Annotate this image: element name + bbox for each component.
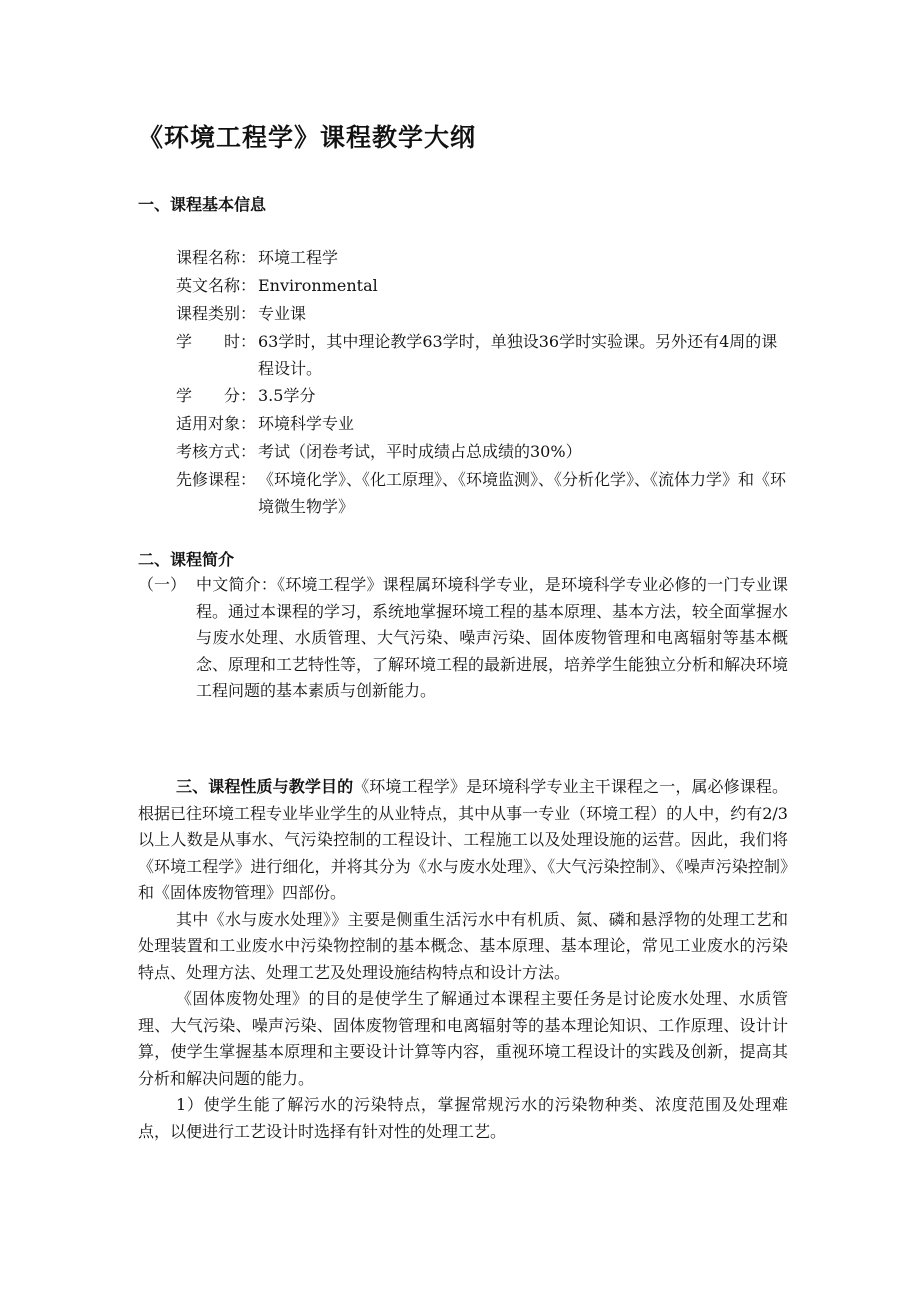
paragraph: 《固体废物处理》的目的是使学生了解通过本课程主要任务是讨论废水处理、水质管理、大气污染、噪声污染、固体废物管理和电离辐射等的基本理论知识、工作原理、设计计算，使学生掌握基本原理和主要设计计算等内容，重视环境工程设计的实践及创新，提高其分析和解决问题的能力。 [138, 989, 788, 1088]
info-label: 适用对象： [176, 414, 257, 433]
info-row-assessment [176, 438, 796, 466]
document-title: 《环境工程学》课程教学大纲 [138, 123, 477, 152]
info-label: 学 时： [176, 332, 257, 351]
course-info-list [176, 244, 796, 520]
info-label: 课程名称： [176, 248, 257, 267]
info-row-audience [176, 410, 796, 438]
info-label: 先修课程： [176, 470, 257, 489]
paragraph: 1）使学生能了解污水的污染特点，掌握常规污水的污染物种类、浓度范围及处理难点，以便进行工艺设计时选择有针对性的处理工艺。 [138, 1095, 788, 1141]
info-value: 环境工程学 [258, 248, 339, 267]
info-value: 考试（闭卷考试，平时成绩占总成绩的30%） [258, 442, 582, 461]
info-row-english-name [176, 272, 796, 300]
info-value: 专业课 [258, 304, 307, 323]
info-row-category [176, 300, 796, 328]
section-heading-basic-info: 一、课程基本信息 [138, 195, 267, 214]
info-label: 课程类别： [176, 304, 257, 323]
info-value: 《环境化学》、《化工原理》、《环境监测》、《分析化学》、《流体力学》和《环境微生物学》 [258, 470, 787, 516]
info-label: 英文名称： [176, 276, 257, 295]
info-value: Environmental [258, 276, 378, 295]
intro-paragraph: 中文简介：《环境工程学》课程属环境科学专业，是环境科学专业必修的一门专业课程。通过本课程的学习，系统地掌握环境工程的基本原理、基本方法，较全面掌握水与废水处理、水质管理、大气污染、噪声污染、固体废物管理和电离辐射等基本概念、原理和工艺特性等，了解环境工程的最新进展，培养学生能独立分析和解决环境工程问题的基本素质与创新能力。 [196, 575, 789, 700]
info-value: 3.5学分 [258, 386, 316, 405]
paragraph-text: 《环境工程学》是环境科学专业主干课程之一，属必修课程。根据已往环境工程专业毕业学生的从业特点，其中从事一专业（环境工程）的人中，约有2/3以上人数是从事水、气污染控制的工程设计、工程施工以及处理设施的运营。因此，我们将《环境工程学》进行细化，并将其分为《水与废水处理》、《大气污染控制》、《噪声污染控制》和《固体废物管理》四部份。 [138, 777, 788, 902]
info-row-credits [176, 382, 796, 410]
info-row-hours [176, 328, 796, 382]
course-intro [138, 572, 788, 705]
info-row-course-name [176, 244, 796, 272]
info-value: 环境科学专业 [258, 414, 355, 433]
section-heading-intro: 二、课程简介 [138, 550, 235, 569]
intro-tag: （一） [138, 575, 187, 594]
section-heading-nature: 三、课程性质与教学目的 [176, 777, 354, 796]
paragraph [138, 774, 788, 907]
info-value: 63学时，其中理论教学63学时，单独设36学时实验课。另外还有4周的课程设计。 [258, 332, 778, 378]
paragraph: 其中《水与废水处理》》主要是侧重生活污水中有机质、氮、磷和悬浮物的处理工艺和处理装置和工业废水中污染物控制的基本概念、基本原理、基本理论，常见工业废水的污染特点、处理方法、处理工艺及处理设施结构特点和设计方法。 [138, 909, 788, 982]
info-label: 考核方式： [176, 442, 257, 461]
section-nature-purpose [138, 774, 788, 1145]
info-row-prerequisites [176, 466, 796, 520]
info-label: 学 分： [176, 386, 257, 405]
